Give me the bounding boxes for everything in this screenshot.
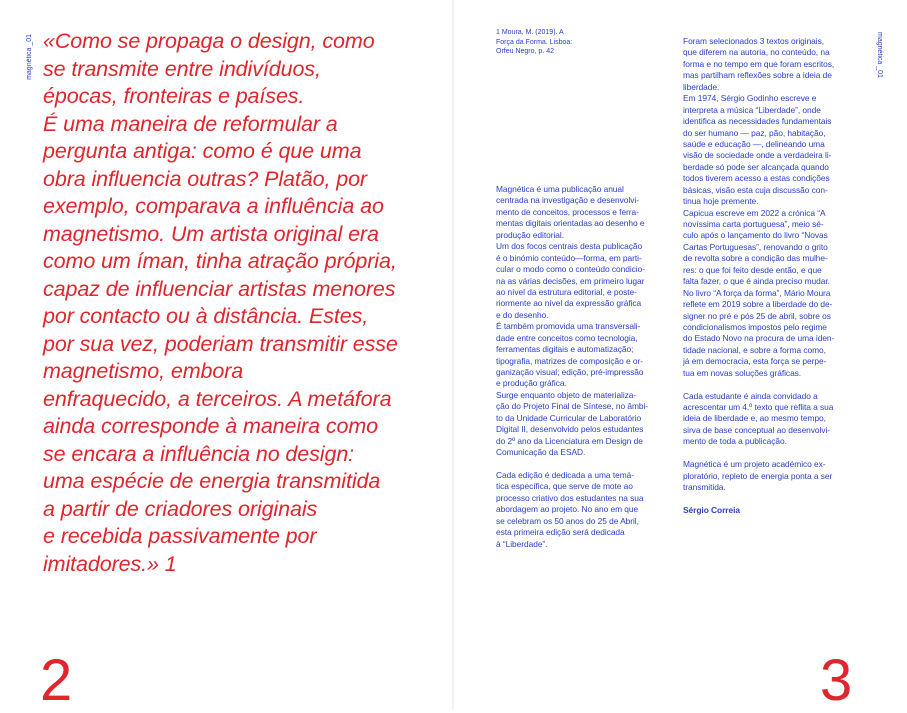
body-text-line: No livro “A força da forma”, Mário Moura <box>683 287 831 298</box>
body-text-line: acrescentar um 4.º texto que reflita a sua <box>683 402 834 412</box>
body-text-line: do Estado Novo na procura de uma iden- <box>683 333 835 344</box>
body-text-line: centrada na investigação e desenvolvi- <box>496 195 639 206</box>
body-text-line: todos tiverem acesso a estas condições <box>683 173 830 184</box>
body-text-line: mento de toda a publicação. <box>683 436 787 447</box>
body-text-line: tidade nacional, e sobre a forma como, <box>683 344 826 355</box>
body-text-line: tica específica, que serve de mote ao <box>496 481 633 492</box>
quote-line: e recebida passivamente por <box>43 524 317 548</box>
body-text-line: falta fazer, o que é ainda preciso mudar. <box>683 276 830 287</box>
body-text-line: Digital II, desenvolvido pelos estudantes <box>496 424 644 435</box>
body-text-line: forma e no tempo em que foram escritos, <box>683 58 835 69</box>
page-number-right: 3 <box>820 648 853 713</box>
body-text-line: tinua hoje premente. <box>683 196 759 207</box>
body-text-line: Magnética é uma publicação anual <box>496 184 624 194</box>
paragraph-spacer <box>496 459 672 470</box>
quote-line: capaz de influenciar artistas menores <box>43 276 396 301</box>
body-text-line: ferramentas digitais e automatização; <box>496 344 634 355</box>
footnote-line: Força da Forma. Lisboa: <box>496 38 573 46</box>
body-text-line: que diferem na autoria, no conteúdo, na <box>683 47 830 58</box>
body-text-line: ideia de liberdade e, ao mesmo tempo, <box>683 413 826 424</box>
text-column-right <box>683 36 863 516</box>
quote-line: magnetismo, embora <box>43 359 244 383</box>
quote-line: uma espécie de energia transmitida <box>43 469 381 493</box>
body-text-line: do 2º ano da Licenciatura em Design de <box>496 435 643 446</box>
footnote-line: 1 Moura, M. (2019). A <box>496 29 564 36</box>
body-text-line: visão de sociedade onde a verdadeira li- <box>683 150 832 161</box>
quote-line: «Como se propaga o design, como <box>43 29 375 53</box>
body-text-line: Cada estudante é ainda convidado a <box>683 390 818 401</box>
quote-line: ainda corresponde à maneira como <box>43 414 379 438</box>
quote-line: É uma maneira de reformular a <box>43 111 338 136</box>
body-text-line: riormente ao nível da expressão gráfica <box>496 298 642 309</box>
body-text-line: mas partilham reflexões sobre a ideia de <box>683 70 832 81</box>
body-text-line: produção editorial. <box>496 229 564 240</box>
quote-line: a partir de criadores originais <box>43 496 318 521</box>
page-number-left: 2 <box>40 648 73 713</box>
body-text-line: novíssima carta portuguesa”, meio sé- <box>683 219 824 229</box>
body-text-line: ploratório, repleto de energia ponta a ser <box>683 470 833 481</box>
body-text-line: berdade só pode ser alcançada quando <box>683 161 829 172</box>
body-text-line: à “Liberdade”. <box>496 538 548 549</box>
quote-line: imitadores.» 1 <box>43 551 177 576</box>
body-text-line: Magnética é um projeto académico ex- <box>683 459 826 470</box>
quote-line: se encara a influência no design: <box>43 441 355 466</box>
quote-line: magnetismo. Um artista original era <box>43 221 379 246</box>
author-signature: Sérgio Correia <box>683 504 741 515</box>
body-text-line: abordagem ao projeto. No ano em que <box>496 504 639 515</box>
body-text-line: do ser humano — paz, pão, habitação, <box>683 127 826 138</box>
quote-line: exemplo, comparava a influência ao <box>43 194 384 218</box>
body-text-line: tua em novas soluções gráficas. <box>683 367 802 378</box>
quote-line: por sua vez, poderiam transmitir esse <box>43 331 398 356</box>
paragraph-spacer <box>683 448 863 459</box>
footnote-line: Orfeu Negro, p. 42 <box>496 48 554 55</box>
body-text-line: na as várias decisões, em primeiro lugar <box>496 275 645 286</box>
body-text-line: Cada edição é dedicada a uma temá- <box>496 469 634 480</box>
body-text-line: ção do Projeto Final de Síntese, no âmbi- <box>496 401 649 412</box>
body-text-line: mento de conceitos, processos e ferra- <box>496 206 639 217</box>
side-label-right: magnética _01 <box>876 32 883 78</box>
quote-line: obra influencia outras? Platão, por <box>43 166 367 191</box>
body-text-line: identifica as necessidades fundamentais <box>683 116 832 127</box>
quote-line: por contacto ou à distância. Estes, <box>43 304 369 328</box>
side-label-left: magnética _01 <box>26 34 33 80</box>
body-text-line: dade entre conceitos como tecnologia, <box>496 332 638 343</box>
body-text-line: transmitida. <box>683 482 726 493</box>
pull-quote <box>43 28 423 578</box>
text-column-left <box>496 184 672 550</box>
quote-line: pergunta antiga: como é que uma <box>43 139 362 163</box>
body-text-line: ganização visual; edição, pré-impressão <box>496 367 644 377</box>
body-text-line: básicas, visão esta cuja discussão con- <box>683 184 828 195</box>
body-text-line: saúde e educação —, delineando uma <box>683 138 825 149</box>
body-text-line: é o binómio conteúdo—forma, em parti- <box>496 252 642 263</box>
body-text-line: condicionalismos impostos pelo regime <box>683 321 827 332</box>
body-text-line: liberdade. <box>683 81 720 92</box>
body-text-line: Em 1974, Sérgio Godinho escreve e <box>683 93 817 104</box>
body-text-line: Cartas Portuguesas”, renovando o grito <box>683 241 828 252</box>
body-text-line: Foram selecionados 3 textos originais, <box>683 36 825 46</box>
body-text-line: cular o modo como o conteúdo condicio- <box>496 264 645 275</box>
body-text-line: interpreta a música “Liberdade”, onde <box>683 104 821 115</box>
body-text-line: mentas digitais orientadas ao desenho e <box>496 218 645 229</box>
quote-line: se transmite entre indivíduos, <box>43 56 321 81</box>
body-text-line: reflete em 2019 sobre a liberdade do de- <box>683 299 833 310</box>
body-text-line: ao nível da estrutura editorial, e poste- <box>496 286 637 297</box>
body-text-line: É também promovida uma transversali- <box>496 321 641 332</box>
body-text-line: esta primeira edição será dedicada <box>496 527 625 538</box>
body-text-line: e produção gráfica. <box>496 378 567 389</box>
body-text-line: Capicua escreve em 2022 a crónica “A <box>683 207 826 218</box>
page-gutter <box>452 0 454 709</box>
body-text-line: de revolta sobre a condição das mulhe- <box>683 253 828 264</box>
body-text-line: e do desenho. <box>496 309 549 320</box>
body-text-line: tipografia, matrizes de composição e or- <box>496 355 643 366</box>
body-text-line: se celebram os 50 anos do 25 de Abril, <box>496 515 639 526</box>
body-text-line: Comunicação da ESAD. <box>496 447 586 458</box>
body-text-line: Surge enquanto objeto de materializa- <box>496 389 637 400</box>
quote-line: enfraquecido, a terceiros. A metáfora <box>43 386 392 411</box>
quote-line: épocas, fronteiras e países. <box>43 84 305 108</box>
body-text-line: to da Unidade Curricular de Laboratório <box>496 412 642 423</box>
footnote <box>496 28 626 57</box>
body-text-line: já em democracia, esta força se perpe- <box>683 356 827 367</box>
body-text-line: res: o que foi feito desde então, e que <box>683 264 822 275</box>
body-text-line: sirva de base conceptual ao desenvolvi- <box>683 424 831 435</box>
body-text-line: Um dos focos centrais desta publicação <box>496 241 643 252</box>
body-text-line: signer no pré e pós 25 de abril, sobre os <box>683 310 831 321</box>
body-text-line: processo criativo dos estudantes na sua <box>496 492 644 503</box>
quote-line: como um íman, tinha atração própria, <box>43 249 397 273</box>
paragraph-spacer <box>683 379 863 390</box>
body-text-line: culo após o lançamento do livro “Novas <box>683 230 828 241</box>
